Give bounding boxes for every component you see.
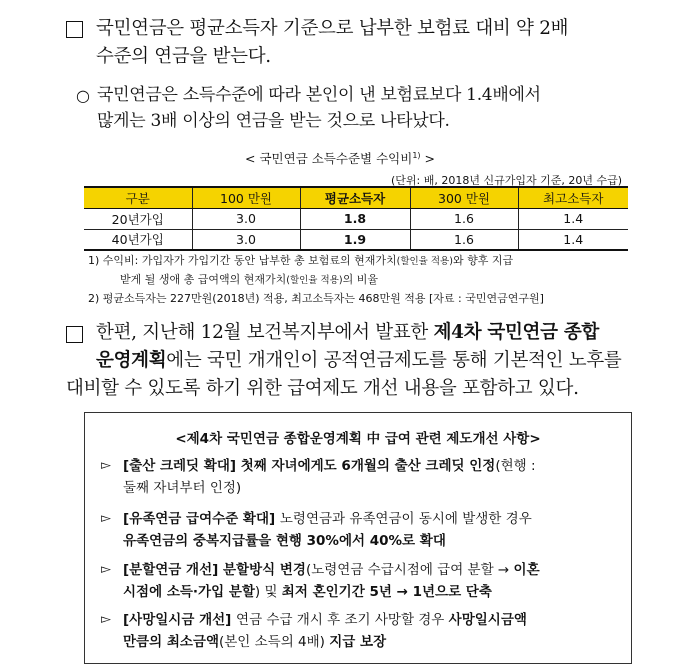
table-header-cell: 300 만원 — [410, 187, 518, 208]
reform-item: ▻ [유족연금 급여수준 확대] 노령연금과 유족연금이 동시에 발생한 경우 유족연금의 중복지급률을 현행 30%에서 40%로 확대 — [103, 508, 618, 552]
paragraph-2-line-3: 대비할 수 있도록 하기 위한 급여제도 개선 내용을 포함하고 있다. — [66, 378, 579, 399]
reform-item: ▻ [출산 크레딧 확대] 첫째 자녀에게도 6개월의 출산 크레딧 인정(현행 : 둘째 자녀부터 인정) — [103, 455, 618, 499]
table-header-cell: 최고소득자 — [518, 187, 628, 208]
table-cell: 20년가입 — [84, 208, 192, 229]
table-header-cell: 100 만원 — [192, 187, 300, 208]
reform-box — [84, 412, 632, 664]
table-cell: 3.0 — [192, 208, 300, 229]
triangle-bullet-icon: ▻ — [101, 511, 111, 526]
table-cell: 1.9 — [300, 229, 410, 250]
table-caption: < 국민연금 소득수준별 수익비$^{1)}$ > — [245, 150, 435, 166]
table-cell: 1.8 — [300, 208, 410, 229]
footnote-1-line-1: 1) 수익비: 가입자가 가입기간 동안 납부한 총 보험료의 현재가치(할인율 적용)와 향후 지급 — [88, 254, 514, 267]
paragraph-2-line-2: 운영계획에는 국민 개개인이 공적연금제도를 통해 기본적인 노후를 — [96, 350, 622, 371]
paragraph-1 — [96, 15, 636, 71]
paragraph-2-line-1: 한편, 지난해 12월 보건복지부에서 발표한 제4차 국민연금 종합 — [96, 322, 599, 343]
checkbox-bullet-icon — [66, 21, 83, 38]
table-cell: 1.6 — [410, 229, 518, 250]
table-cell: 1.4 — [518, 229, 628, 250]
return-ratio-table — [84, 186, 628, 251]
table-header-row — [84, 187, 628, 208]
circle-bullet-icon: ○ — [76, 86, 90, 105]
footnote-1-line-2: 받게 될 생애 총 급여액의 현재가치(할인율 적용)의 비율 — [120, 273, 378, 286]
paragraph-1-line-2: 수준의 연금을 받는다. — [96, 46, 271, 67]
checkbox-bullet-icon — [66, 326, 83, 343]
triangle-bullet-icon: ▻ — [101, 562, 111, 577]
reform-item: ▻ [사망일시금 개선] 연금 수급 개시 후 조기 사망할 경우 사망일시금액 만큼의 최소금액(본인 소득의 4배) 지급 보장 — [103, 609, 618, 653]
table-header-cell: 평균소득자 — [300, 187, 410, 208]
triangle-bullet-icon: ▻ — [101, 612, 111, 627]
sub-paragraph — [97, 82, 627, 134]
paragraph-1-line-1: 국민연금은 평균소득자 기준으로 납부한 보험료 대비 약 2배 — [96, 18, 569, 39]
table-row — [84, 229, 628, 250]
sub-paragraph-line-2: 많게는 3배 이상의 연금을 받는 것으로 나타났다. — [97, 111, 450, 131]
table-cell: 40년가입 — [84, 229, 192, 250]
reform-box-title: <제4차 국민연금 종합운영계획 中 급여 관련 제도개선 사항> — [175, 431, 541, 447]
reform-item: ▻ [분할연금 개선] 분할방식 변경(노령연금 수급시점에 급여 분할 → 이혼 시점에 소득·가입 분할) 및 최저 혼인기간 5년 → 1년으로 단축 — [103, 559, 618, 603]
triangle-bullet-icon: ▻ — [101, 458, 111, 473]
table-unit-note: (단위: 배, 2018년 신규가입자 기준, 20년 수급) — [390, 174, 622, 187]
table-cell: 3.0 — [192, 229, 300, 250]
footnote-2: 2) 평균소득자는 227만원(2018년) 적용, 최고소득자는 468만원 적용 [자료 : 국민연금연구원] — [88, 292, 544, 305]
table-header-cell: 구분 — [84, 187, 192, 208]
table-cell: 1.4 — [518, 208, 628, 229]
table-cell: 1.6 — [410, 208, 518, 229]
sub-paragraph-line-1: 국민연금은 소득수준에 따라 본인이 낸 보험료보다 1.4배에서 — [97, 85, 541, 105]
footnote-1 — [88, 252, 628, 290]
paragraph-2 — [66, 319, 636, 403]
table-row — [84, 208, 628, 229]
